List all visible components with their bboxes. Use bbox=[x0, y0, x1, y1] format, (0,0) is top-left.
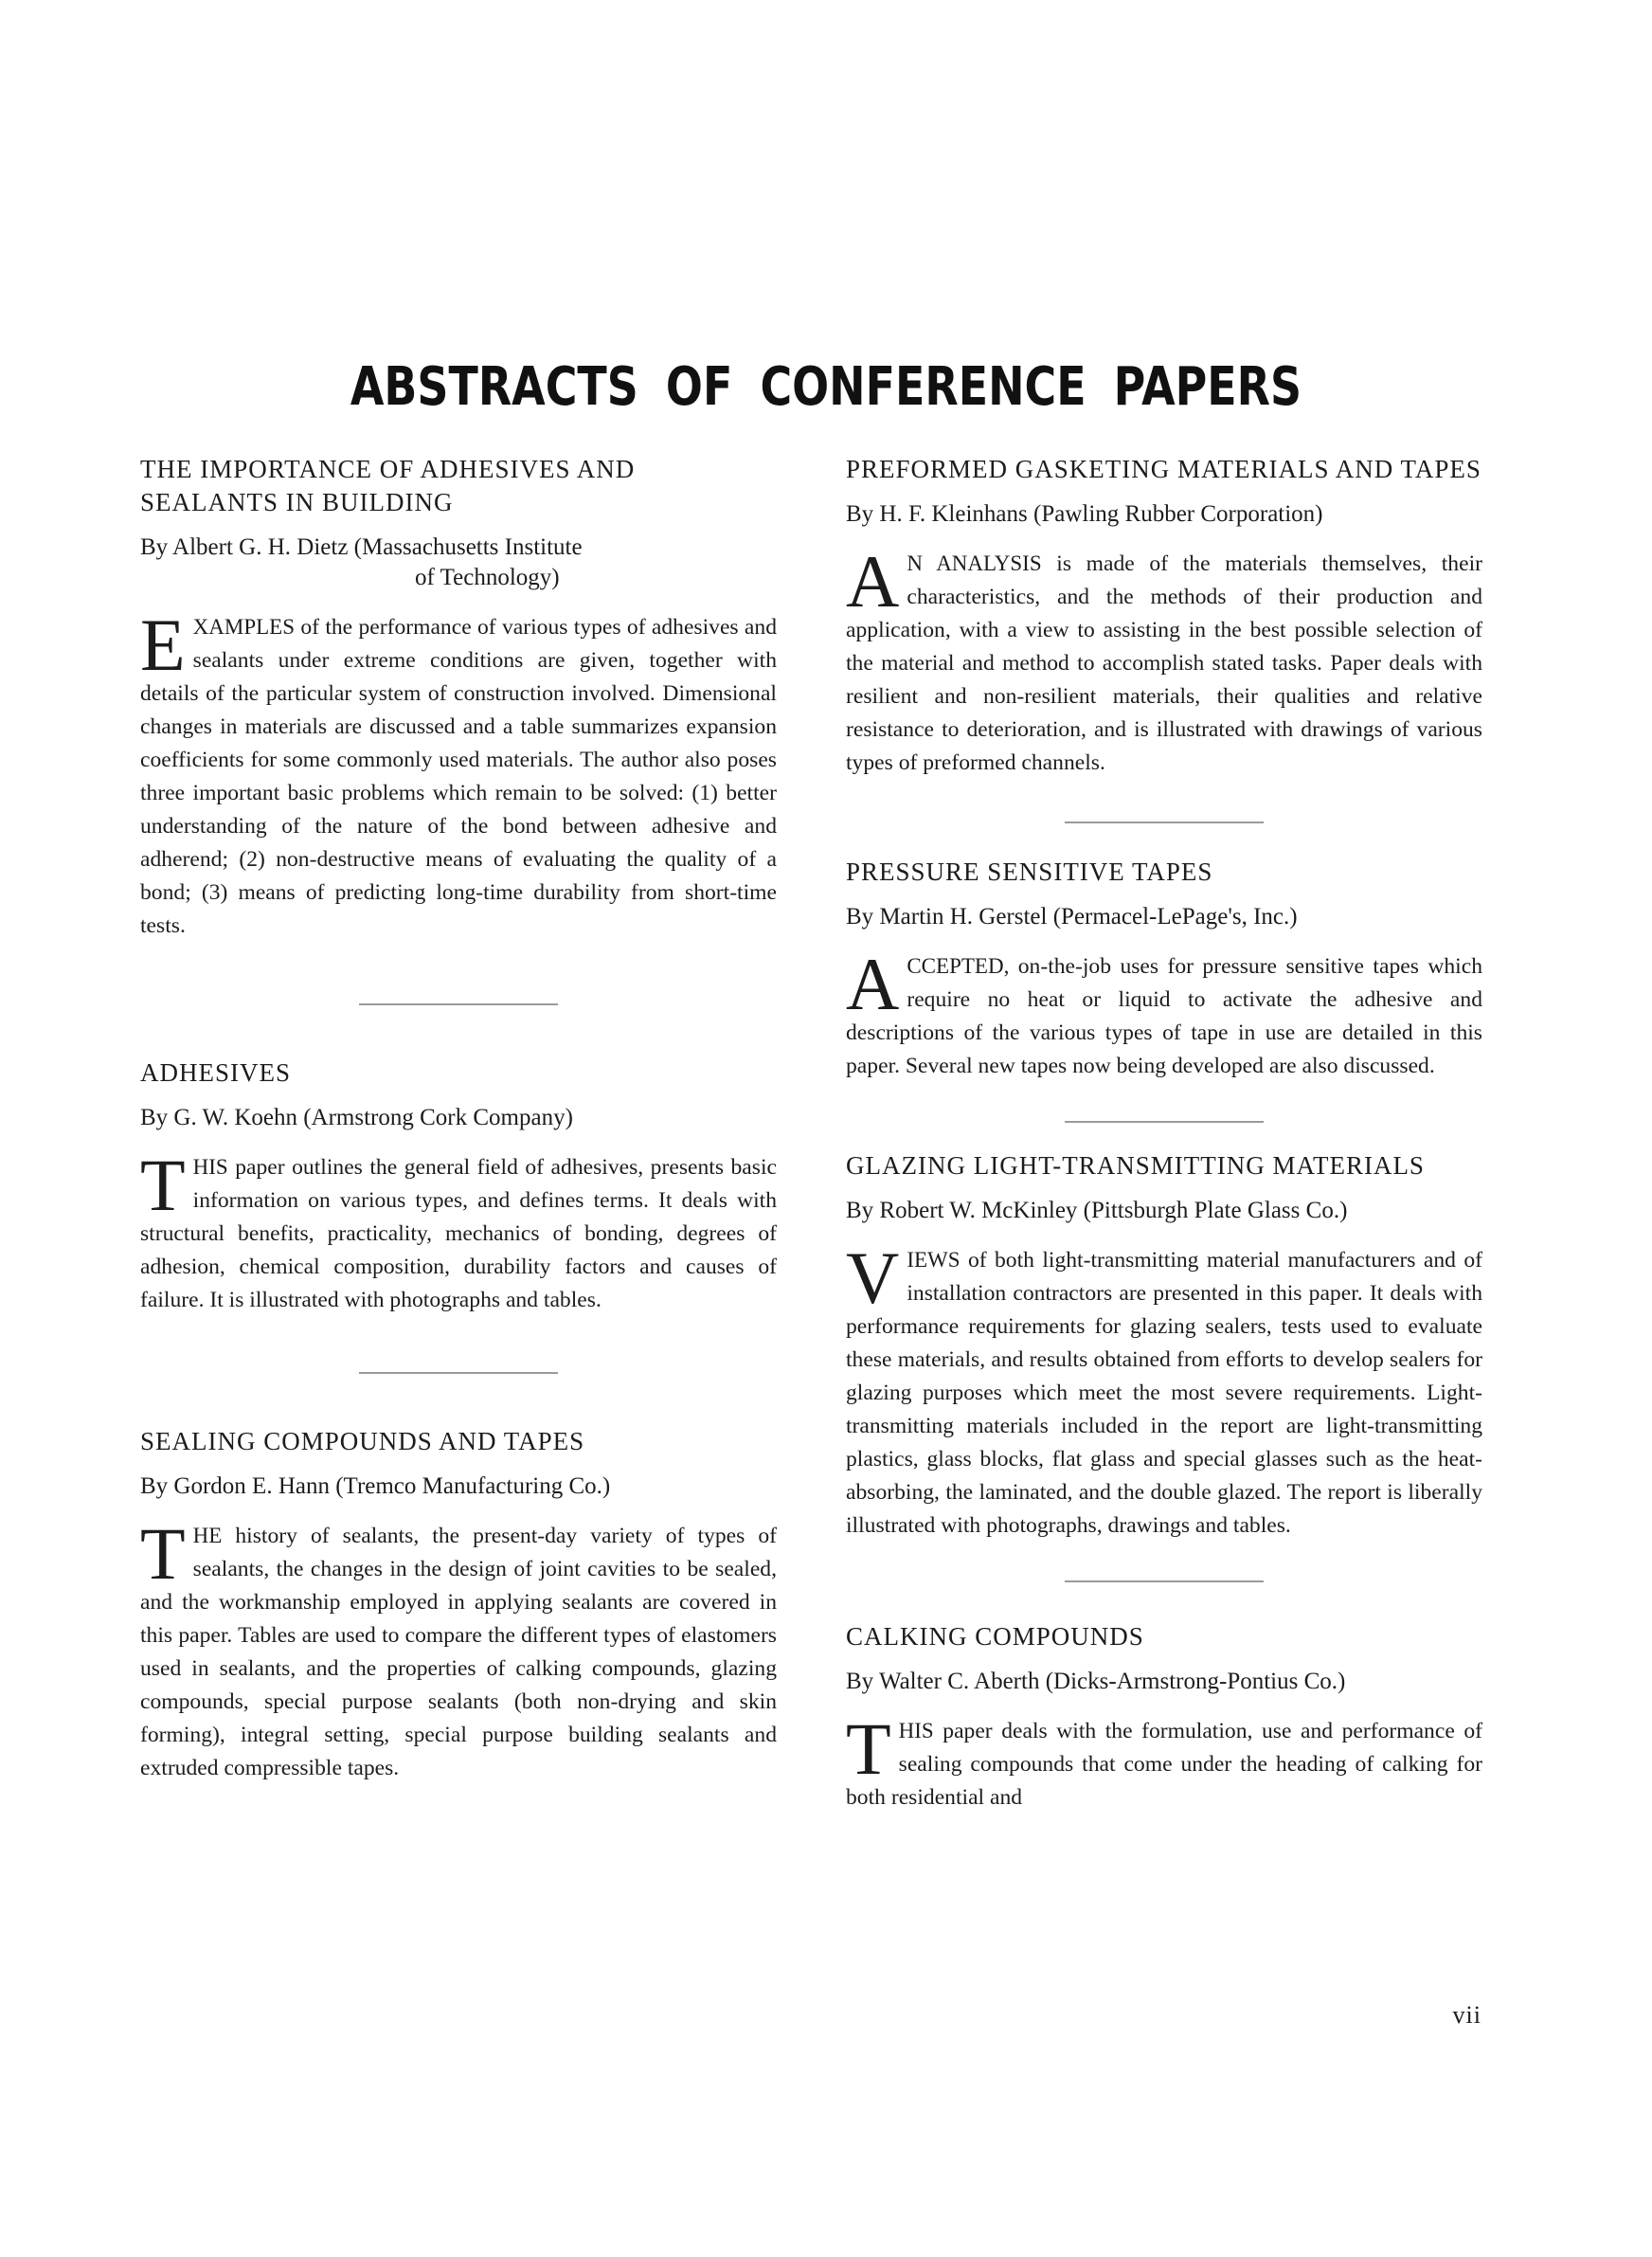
article-calking-compounds bbox=[846, 1620, 1482, 1815]
drop-cap: V bbox=[846, 1237, 900, 1319]
article-abstract bbox=[846, 943, 1482, 1083]
lead-word: CCEPTED, bbox=[907, 954, 1010, 978]
article-byline: By Gordon E. Hann (Tremco Manufacturing Co.) bbox=[140, 1473, 611, 1499]
drop-cap: T bbox=[846, 1707, 891, 1790]
article-pressure-sensitive-tapes bbox=[846, 856, 1482, 1083]
article-preformed-gasketing bbox=[846, 453, 1482, 780]
right-column bbox=[846, 453, 1482, 1815]
abstract-body: of both light-transmitting material manufacturers and of installation contractors are presented in this paper. It deals with performance requirements for glazing sealers, tests used to evaluate these materials, and results obtained from efforts to develop sealers for glazing purposes which meet the most severe requirements. Light-transmitting materials included in the report are light-transmitting plastics, glass blocks, flat glass and special glasses such as the heat-absorbing, the laminated, and the double glazed. The report is liberally illustrated with photographs, drawings and tables. bbox=[846, 1248, 1482, 1538]
abstract-body: paper outlines the general field of adhesives, presents basic information on various types, and defines terms. It deals with structural benefits, practicality, mechanics of bonding, degrees of adhesion, chemical composition, durability factors and causes of failure. It is illustrated with photographs and tables. bbox=[140, 1155, 777, 1312]
abstract-body: of the performance of various types of adhesives and sealants under extreme conditions are given, together with details of the particular system of construction involved. Dimensional changes in materials are discussed and a table summarizes expansion coefficients for some commonly used materials. The author also poses three important basic problems which remain to be solved: (1) better understanding of the nature of the bond between adhesive and adherend; (2) non-destructive means of evaluating the quality of a bond; (3) means of predicting long-time durability from short-time tests. bbox=[140, 615, 777, 938]
article-byline: By H. F. Kleinhans (Pawling Rubber Corporation) bbox=[846, 501, 1323, 527]
page-number: vii bbox=[1452, 2001, 1481, 2029]
left-column bbox=[140, 453, 777, 1785]
article-title: PREFORMED GASKETING MATERIALS AND TAPES bbox=[846, 455, 1481, 483]
article-byline: By Walter C. Aberth (Dicks-Armstrong-Pontius Co.) bbox=[846, 1669, 1346, 1694]
lead-word: N ANALYSIS bbox=[907, 551, 1042, 575]
article-byline: By Robert W. McKinley (Pittsburgh Plate Glass Co.) bbox=[846, 1198, 1348, 1223]
lead-word: HIS bbox=[898, 1719, 934, 1742]
drop-cap: E bbox=[140, 604, 186, 686]
article-title: SEALING COMPOUNDS AND TAPES bbox=[140, 1427, 585, 1455]
article-abstract bbox=[846, 1707, 1482, 1815]
article-abstract bbox=[846, 540, 1482, 780]
abstract-body: paper deals with the formulation, use and performance of sealing compounds that come under the heading of calking for both residential and bbox=[846, 1719, 1482, 1810]
article-abstract bbox=[140, 1512, 777, 1785]
article-byline: By G. W. Koehn (Armstrong Cork Company) bbox=[140, 1105, 573, 1130]
article-sealing-compounds-tapes bbox=[140, 1425, 777, 1785]
drop-cap: A bbox=[846, 540, 900, 623]
byline-affiliation-continued: of Technology) bbox=[415, 565, 560, 590]
article-glazing-light-transmitting bbox=[846, 1149, 1482, 1543]
lead-word: HE bbox=[192, 1524, 223, 1547]
lead-word: HIS bbox=[192, 1155, 228, 1179]
article-title: CALKING COMPOUNDS bbox=[846, 1622, 1144, 1651]
drop-cap: A bbox=[846, 943, 900, 1025]
article-abstract bbox=[140, 604, 777, 943]
article-byline bbox=[140, 533, 777, 593]
article-title: ADHESIVES bbox=[140, 1058, 292, 1087]
article-title: THE IMPORTANCE OF ADHESIVES AND SEALANTS IN BUILDING bbox=[140, 455, 636, 516]
article-abstract bbox=[140, 1144, 777, 1317]
abstract-body: history of sealants, the present-day variety of types of sealants, the changes in the design of joint cavities to be sealed, and the workmanship employed in applying sealants are covered in this paper. Tables are used to compare the different types of elastomers used in sealants, and the properties of calking compounds, glazing compounds, special purpose sealants (both non-drying and skin forming), integral setting, special purpose building sealants and extruded compressible tapes. bbox=[140, 1524, 777, 1780]
article-adhesives bbox=[140, 1056, 777, 1317]
page-title: ABSTRACTS OF CONFERENCE PAPERS bbox=[350, 355, 1302, 418]
article-adhesives-sealants-importance bbox=[140, 453, 777, 943]
article-title: GLAZING LIGHT-TRANSMITTING MATERIALS bbox=[846, 1151, 1425, 1180]
lead-word: XAMPLES bbox=[192, 615, 296, 639]
article-title: PRESSURE SENSITIVE TAPES bbox=[846, 858, 1213, 886]
abstract-body: on-the-job uses for pressure sensitive tapes which require no heat or liquid to activate the adhesive and descriptions of the various types of tape in use are detailed in this paper. Several new tapes now being developed are also discussed. bbox=[846, 954, 1482, 1078]
article-byline: By Martin H. Gerstel (Permacel-LePage's, Inc.) bbox=[846, 904, 1298, 930]
article-abstract bbox=[846, 1237, 1482, 1543]
byline-text: By Albert G. H. Dietz (Massachusetts Institute bbox=[140, 534, 583, 560]
lead-word: IEWS bbox=[907, 1248, 961, 1272]
drop-cap: T bbox=[140, 1144, 186, 1226]
drop-cap: T bbox=[140, 1512, 186, 1595]
abstract-body: is made of the materials themselves, their characteristics, and the methods of their production and application, with a view to assisting in the best possible selection of the material and method to accomplish stated tasks. Paper deals with resilient and non-resilient materials, their qualities and relative resistance to deterioration, and is illustrated with drawings of various types of preformed channels. bbox=[846, 551, 1482, 775]
